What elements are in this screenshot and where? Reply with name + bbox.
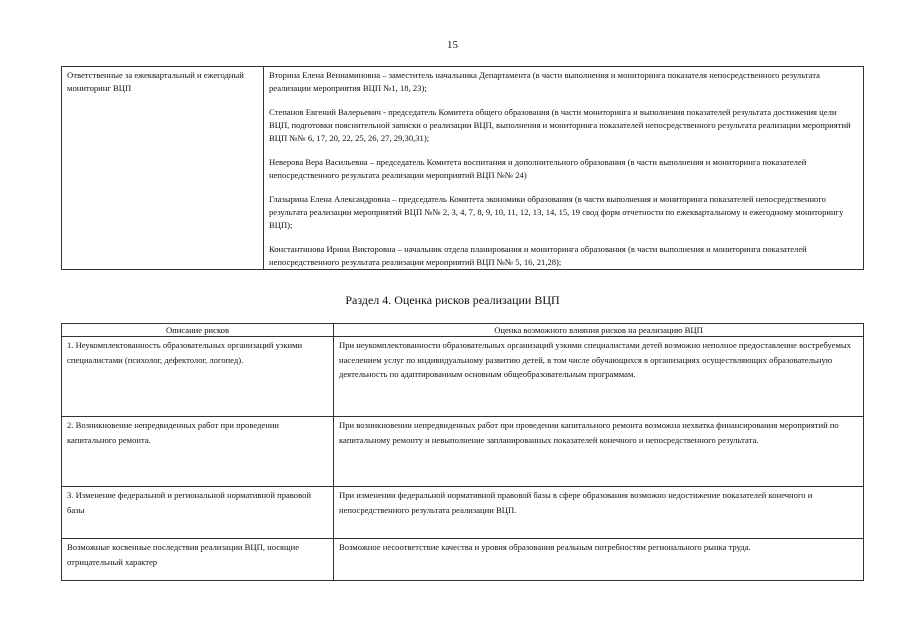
risk-description: 1. Неукомплектованность образовательных организаций узкими специалистами (психолог, дефектолог, логопед). (62, 337, 334, 417)
risk-impact: При возникновении непредвиденных работ при проведении капитального ремонта возможна нехватка финансирования мероприятий по капитальному ремонту и невыполнение запланированных показателей конечного и непосредственного результата. (334, 417, 864, 487)
table-row (62, 487, 864, 539)
section-heading: Раздел 4. Оценка рисков реализации ВЦП (345, 293, 560, 307)
responsible-entry: Константинова Ирина Викторовна – начальник отдела планирования и мониторинга образования (в части выполнения и мониторинга показателей непосредственного результата реализации мероприятий ВЦП №№ 5, 16, 21,28); (269, 244, 807, 267)
responsible-row (62, 67, 864, 270)
risk-description: 3. Изменение федеральной и региональной нормативной правовой базы (62, 487, 334, 539)
page-number: 15 (447, 39, 458, 51)
responsible-table (61, 66, 864, 270)
risk-impact: При неукомплектованности образовательных организаций узкими специалистами детей возможно неполное предоставление востребуемых населением услуг по индивидуальному развитию детей, в том числе обучающихся в организациях осуществляющих образовательную деятельность по адаптированным основным общеобразовательным программам. (334, 337, 864, 417)
responsible-label: Ответственные за ежеквартальный и ежегодный мониторинг ВЦП (62, 67, 264, 270)
risk-table-header-row (62, 324, 864, 337)
risk-table (61, 323, 864, 581)
responsible-entry: Вторина Елена Вениаминовна – заместитель начальника Департамента (в части выполнения и мониторинга показателя непосредственного результата реализации мероприятия ВЦП №1, 18, 23); (269, 70, 820, 93)
table-row (62, 417, 864, 487)
risk-impact: Возможное несоответствие качества и уровня образования реальным потребностям регионального рынка труда. (334, 539, 864, 581)
risk-description: 2. Возникновение непредвиденных работ при проведении капитального ремонта. (62, 417, 334, 487)
risk-impact: При изменении федеральной нормативной правовой базы в сфере образования возможно недостижение показателей конечного и непосредственного результата реализации ВЦП. (334, 487, 864, 539)
risk-description: Возможные косвенные последствия реализации ВЦП, носящие отрицательный характер (62, 539, 334, 581)
table-row (62, 539, 864, 581)
responsible-entry: Степанов Евгений Валерьевич - председатель Комитета общего образования (в части мониторинга и выполнения показателей результата достижения цели ВЦП, подготовки пояснительной записки о реализации ВЦП, выполнения и мониторинга показателей непосредственного результата реализации мероприятий ВЦП №№ 6, 17, 20, 22, 25, 26, 27, 29,30,31); (269, 107, 851, 143)
responsible-entries (264, 67, 864, 270)
responsible-entry: Неверова Вера Васильевна – председатель Комитета воспитания и дополнительного образования (в части выполнения и мониторинга показателей непосредственного результата реализации мероприятий ВЦП №№ 24) (269, 157, 807, 180)
responsible-entry: Глазырина Елена Александровна – председатель Комитета экономики образования (в части выполнения и мониторинга показателей непосредственного результата реализации мероприятий ВЦП №№ 2, 3, 4, 7, 8, 9, 10, 11, 12, 13, 14, 15, 19 свод форм отчетности по ежеквартальному и ежегодному мониторингу ВЦП); (269, 194, 844, 230)
table-row (62, 337, 864, 417)
header-risk-impact: Оценка возможного влияния рисков на реализацию ВЦП (334, 324, 864, 337)
header-risk-description: Описание рисков (62, 324, 334, 337)
